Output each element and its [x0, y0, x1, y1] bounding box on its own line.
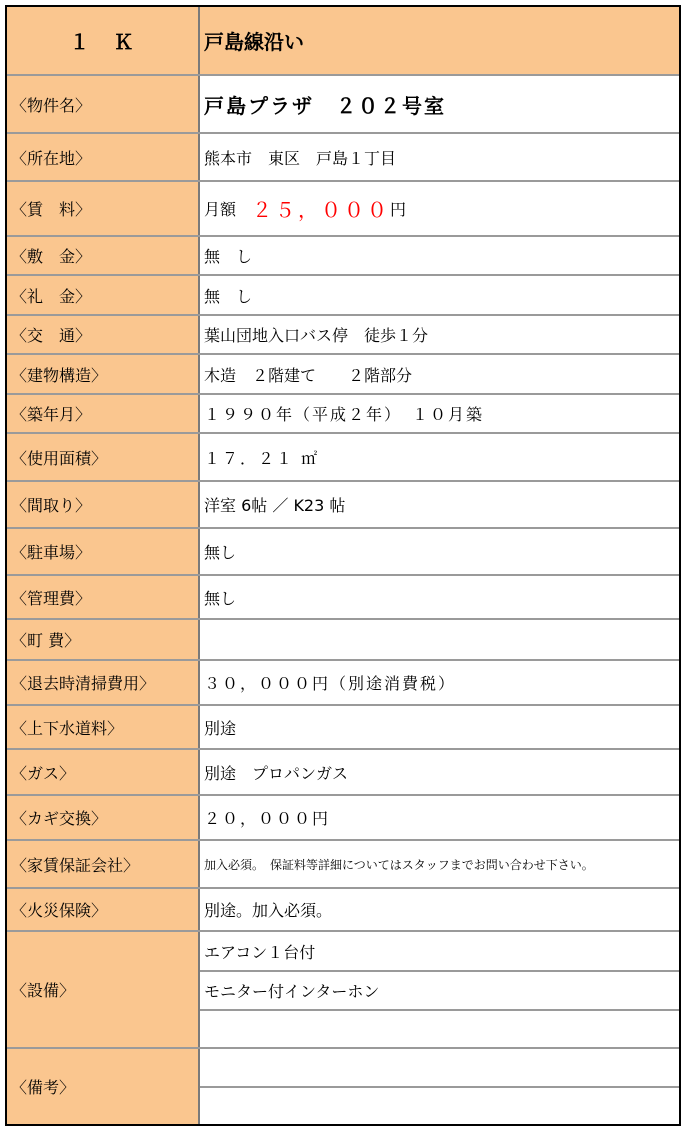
row-label: 〈築年月〉 [7, 395, 198, 432]
row-access [7, 314, 679, 353]
rent-suffix: 円 [390, 200, 407, 219]
row-rent [7, 180, 679, 235]
row-parking [7, 527, 679, 574]
row-remarks [7, 1047, 679, 1124]
row-label: 〈所在地〉 [7, 134, 198, 180]
rent-prefix: 月額 [204, 200, 253, 219]
row-label: 〈使用面積〉 [7, 434, 198, 480]
deposit-value: 無 し [198, 237, 679, 274]
key-money-value: 無 し [198, 276, 679, 314]
row-label: 〈駐車場〉 [7, 529, 198, 574]
row-equipment [7, 930, 679, 1047]
property-name-value: 戸島プラザ ２０２号室 [198, 76, 679, 132]
row-fire-insurance [7, 887, 679, 930]
row-label: 〈火災保険〉 [7, 889, 198, 930]
address-value: 熊本市 東区 戸島１丁目 [198, 134, 679, 180]
town-fee-value [198, 620, 679, 659]
row-deposit [7, 235, 679, 274]
management-fee-value: 無し [198, 576, 679, 618]
room-type-cell: １ Ｋ [7, 7, 198, 74]
rent-amount: ２５，０００ [252, 198, 391, 222]
guarantor-value: 加入必須。 保証料等詳細についてはスタッフまでお問い合わせ下さい。 [198, 841, 679, 887]
row-label: 〈退去時清掃費用〉 [7, 661, 198, 704]
rent-value [198, 182, 679, 235]
row-property-name [7, 74, 679, 132]
row-label: 〈家賃保証会社〉 [7, 841, 198, 887]
equipment-item: エアコン１台付 [204, 942, 316, 962]
key-exchange-value: ２０，０００円 [198, 796, 679, 839]
row-label: 〈管理費〉 [7, 576, 198, 618]
row-label: 〈カギ交換〉 [7, 796, 198, 839]
row-address [7, 132, 679, 180]
row-cleaning-fee [7, 659, 679, 704]
row-built-date [7, 393, 679, 432]
parking-value: 無し [198, 529, 679, 574]
cleaning-fee-value: ３０，０００円（別途消費税） [198, 661, 679, 704]
row-management-fee [7, 574, 679, 618]
equipment-item: モニター付インターホン [200, 970, 679, 1009]
row-town-fee [7, 618, 679, 659]
row-label: 〈町 費〉 [7, 620, 198, 659]
access-value: 葉山団地入口バス停 徒歩１分 [198, 316, 679, 353]
row-label: 〈上下水道料〉 [7, 706, 198, 748]
row-label: 〈間取り〉 [7, 482, 198, 527]
remarks-list [198, 1049, 679, 1124]
row-layout [7, 480, 679, 527]
equipment-list [198, 932, 679, 1047]
fire-insurance-value: 別途。加入必須。 [198, 889, 679, 930]
remarks-item [200, 1049, 679, 1086]
row-label: 〈物件名〉 [7, 76, 198, 132]
gas-value: 別途 プロパンガス [198, 750, 679, 794]
row-label: 〈敷 金〉 [7, 237, 198, 274]
structure-value: 木造 ２階建て ２階部分 [198, 355, 679, 393]
row-key-money [7, 274, 679, 314]
row-water-fee [7, 704, 679, 748]
row-label: 〈交 通〉 [7, 316, 198, 353]
row-label: 〈設備〉 [7, 932, 198, 1047]
row-label: 〈礼 金〉 [7, 276, 198, 314]
remarks-item [200, 1086, 679, 1124]
property-sheet [5, 5, 681, 1126]
layout-value: 洋室 6帖 ／ K23 帖 [198, 482, 679, 527]
equipment-item [200, 1009, 679, 1047]
built-date-value: １９９０年（平成２年） １０月築 [198, 395, 679, 432]
row-label: 〈賃 料〉 [7, 182, 198, 235]
row-label: 〈建物構造〉 [7, 355, 198, 393]
row-structure [7, 353, 679, 393]
header-row [7, 7, 679, 74]
row-label: 〈ガス〉 [7, 750, 198, 794]
row-gas [7, 748, 679, 794]
row-guarantor [7, 839, 679, 887]
route-cell: 戸島線沿い [198, 7, 679, 74]
area-value: １７．２１ ㎡ [198, 434, 679, 480]
water-fee-value: 別途 [198, 706, 679, 748]
row-label: 〈備考〉 [7, 1049, 198, 1124]
row-area [7, 432, 679, 480]
row-key-exchange [7, 794, 679, 839]
